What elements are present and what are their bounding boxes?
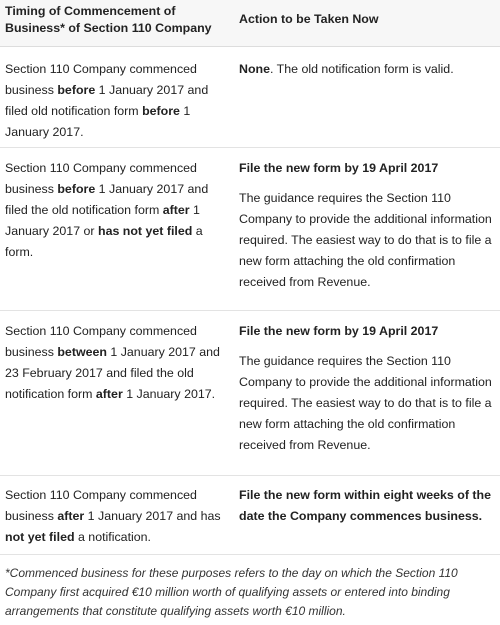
- table-row: [0, 148, 500, 311]
- action-heading: File the new form by 19 April 2017: [239, 161, 439, 175]
- table-row: [0, 311, 500, 476]
- timing-cell: Section 110 Company commenced business before 1 January 2017 and filed old notification form before 1 January 2017.: [5, 62, 209, 139]
- timing-cell: Section 110 Company commenced business after 1 January 2017 and has not yet filed a notification.: [5, 488, 221, 544]
- action-cell: [239, 158, 494, 293]
- table-row: [0, 476, 500, 555]
- action-heading: File the new form within eight weeks of the date the Company commences business.: [239, 488, 491, 523]
- table-header: [0, 0, 500, 47]
- timing-cell: Section 110 Company commenced business between 1 January 2017 and 23 February 2017 and filed the old notification form after 1 January 2017.: [5, 324, 220, 401]
- header-timing: Timing of Commencement of Business* of Section 110 Company: [5, 4, 212, 35]
- action-cell: [239, 321, 494, 456]
- action-cell: None. The old notification form is valid.: [239, 62, 454, 76]
- action-heading: File the new form by 19 April 2017: [239, 324, 439, 338]
- action-body: The guidance requires the Section 110 Company to provide the additional information required. The easiest way to do that is to file a new form attaching the old confirmation received from Revenue.: [239, 191, 492, 289]
- timing-cell: Section 110 Company commenced business before 1 January 2017 and filed the old notification form after 1 January 2017 or has not yet filed a form.: [5, 161, 209, 259]
- table-row: [0, 47, 500, 148]
- action-body: The guidance requires the Section 110 Company to provide the additional information required. The easiest way to do that is to file a new form attaching the old confirmation received from Revenue.: [239, 354, 492, 452]
- action-cell: [239, 485, 494, 527]
- header-action: Action to be Taken Now: [239, 12, 379, 26]
- footnote: *Commenced business for these purposes refers to the day on which the Section 110 Company first acquired €10 million worth of qualifying assets or entered into binding arrangements that constitute qualifying assets worth €10 million.: [5, 566, 458, 618]
